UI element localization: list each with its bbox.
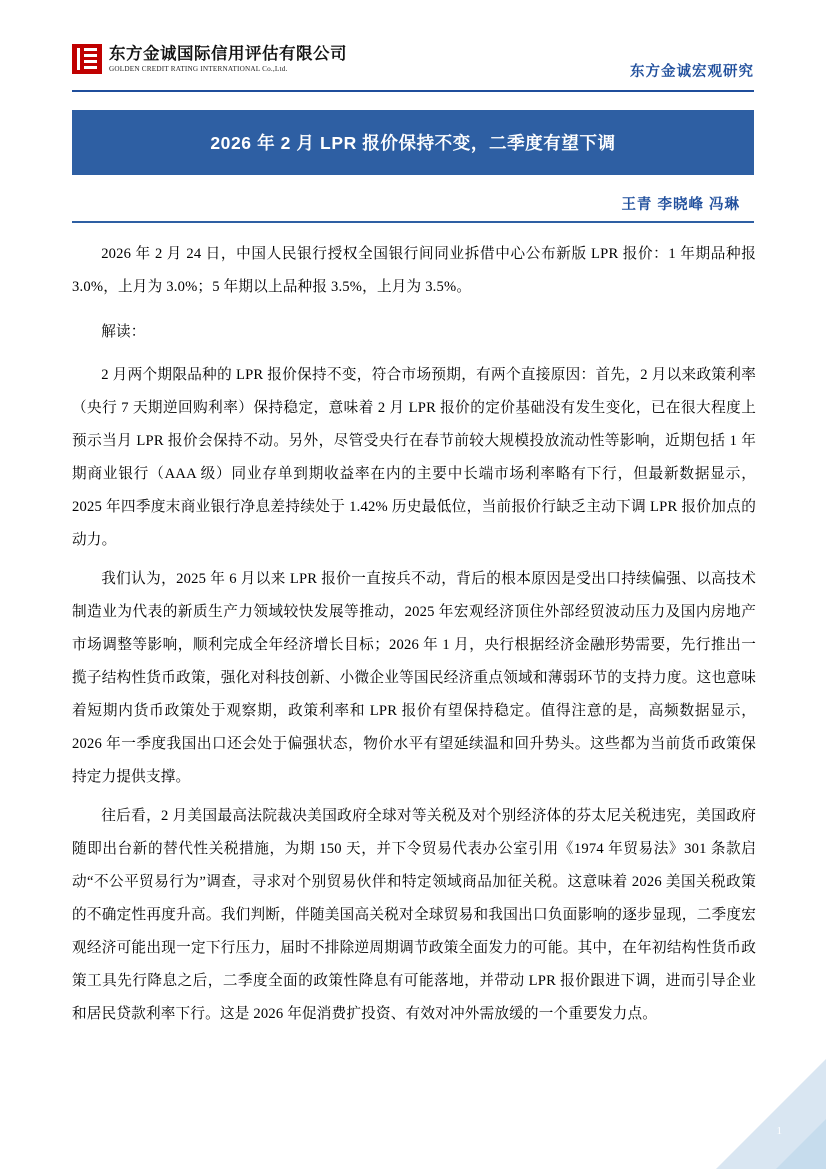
- paragraph-1: 2 月两个期限品种的 LPR 报价保持不变，符合市场预期，有两个直接原因：首先，2 月以来政策利率（央行 7 天期逆回购利率）保持稳定，意味着 2 月 LPR 报价的定价基础没有发生变化，已在很大程度上预示当月 LPR 报价会保持不动。另外，尽管受央行在春节前较大规模投放流动性等影响，近期包括 1 年期商业银行（AAA 级）同业存单到期收益率在内的主要中长端市场利率略有下行，但最新数据显示，2025 年四季度末商业银行净息差持续处于 1.42% 历史最低位，当前报价行缺乏主动下调 LPR 报价加点的动力。: [72, 367, 756, 548]
- paragraph-2: 我们认为，2025 年 6 月以来 LPR 报价一直按兵不动，背后的根本原因是受出口持续偏强、以高技术制造业为代表的新质生产力领域较快发展等推动，2025 年宏观经济顶住外部经贸波动压力及国内房地产市场调整等影响，顺利完成全年经济增长目标；2026 年 1 月，央行根据经济金融形势需要，先行推出一揽子结构性货币政策，强化对科技创新、小微企业等国民经济重点领域和薄弱环节的支持力度。这也意味着短期内货币政策处于观察期，政策利率和 LPR 报价有望保持稳定。值得注意的是，高频数据显示，2026 年一季度我国出口还会处于偏强状态，物价水平有望延续温和回升势头。这些都为当前货币政策保持定力提供支撑。: [72, 571, 756, 785]
- document-title-bar: [72, 110, 754, 175]
- page-title: 2026 年 2 月 LPR 报价保持不变，二季度有望下调: [210, 133, 616, 153]
- author-names: 王青 李晓峰 冯琳: [621, 197, 740, 213]
- paragraph-label: 解读：: [101, 324, 146, 340]
- logo-company-name-en: GOLDEN CREDIT RATING INTERNATIONAL Co.,Ltd.: [109, 65, 288, 73]
- document-body: [72, 238, 756, 1031]
- document-header: [72, 40, 754, 90]
- company-logo: [72, 44, 347, 74]
- paragraph-3: 往后看，2 月美国最高法院裁决美国政府全球对等关税及对个别经济体的芬太尼关税违宪，美国政府随即出台新的替代性关税措施，为期 150 天，并下令贸易代表办公室引用《1974 年贸易法》301 条款启动“不公平贸易行为”调查，寻求对个别贸易伙伴和特定领域商品加征关税。这意味着 2026 美国关税政策的不确定性再度升高。我们判断，伴随美国高关税对全球贸易和我国出口负面影响的逐步显现，二季度宏观经济可能出现一定下行压力，届时不排除逆周期调节政策全面发力的可能。其中，在年初结构性货币政策工具先行降息之后，二季度全面的政策性降息有可能落地，并带动 LPR 报价跟进下调，进而引导企业和居民贷款利率下行。这是 2026 年促消费扩投资、有效对冲外需放缓的一个重要发力点。: [72, 808, 756, 1022]
- header-divider: [72, 90, 754, 92]
- header-research-label: 东方金诚宏观研究: [630, 64, 754, 80]
- logo-mark-icon: [72, 44, 102, 74]
- author-bar: [72, 175, 754, 223]
- paragraph-lead: 2026 年 2 月 24 日，中国人民银行授权全国银行间同业拆借中心公布新版 LPR 报价：1 年期品种报 3.0%，上月为 3.0%；5 年期以上品种报 3.5%，上月为 3.5%。: [72, 246, 756, 295]
- logo-company-name-cn: 东方金诚国际信用评估有限公司: [109, 44, 347, 63]
- corner-decoration: [676, 1019, 826, 1169]
- logo-text: [109, 44, 347, 74]
- page-number: 1: [776, 1125, 782, 1137]
